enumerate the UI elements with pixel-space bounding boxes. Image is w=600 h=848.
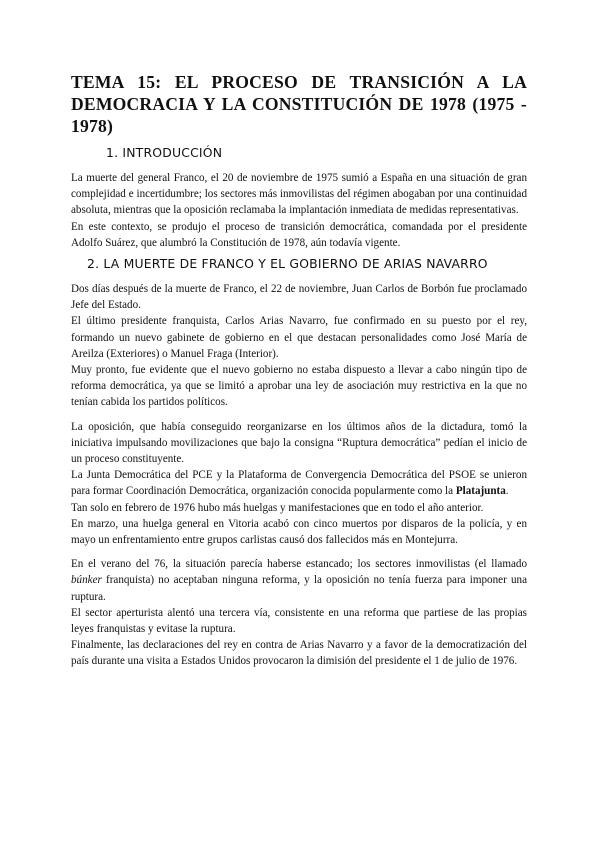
paragraph: Muy pronto, fue evidente que el nuevo gobierno no estaba dispuesto a llevar a cabo ningún tipo de reforma democrática, ya que se limitó a aprobar una ley de asociación muy restrictiva en la que no tenían cabida los partidos políticos. bbox=[71, 364, 527, 409]
paragraph: En este contexto, se produjo el proceso de transición democrática, comandada por el presidente Adolfo Suárez, que alumbró la Constitución de 1978, aún todavía vigente. bbox=[71, 220, 527, 249]
document-content bbox=[71, 71, 527, 670]
platajunta-term: Platajunta bbox=[455, 485, 506, 498]
paragraph-end: . bbox=[505, 485, 509, 498]
paragraph bbox=[71, 467, 527, 499]
paragraph: La oposición, que había conseguido reorganizarse en los últimos años de la dictadura, tomó la iniciativa impulsando movilizaciones que bajo la consigna “Ruptura democrática” pedían el inicio de un proceso constituyente. bbox=[71, 420, 527, 466]
paragraph bbox=[71, 556, 527, 605]
paragraph-text: En el verano del 76, la situación parecía haberse estancado; los sectores inmovilistas (el llamado bbox=[71, 558, 527, 571]
paragraph: En marzo, una huelga general en Vitoria acabó con cinco muertos por disparos de la policía, y en mayo un enfrentamiento entre grupos carlistas causó dos fallecidos más en Montejurra. bbox=[71, 517, 527, 547]
paragraph-text: La Junta Democrática del PCE y la Plataforma de Convergencia Democrática del PSOE se unieron para formar Coordinación Democrática, organización conocida popularmente como la bbox=[71, 469, 527, 498]
paragraph: Tan solo en febrero de 1976 hubo más huelgas y manifestaciones que en todo el año anterior. bbox=[71, 501, 484, 514]
section-heading-muerte-franco: 2. LA MUERTE DE FRANCO Y EL GOBIERNO DE ARIAS NAVARRO bbox=[87, 256, 488, 272]
paragraph: Finalmente, las declaraciones del rey en contra de Arias Navarro y a favor de la democratización del país durante una visita a Estados Unidos provocaron la dimisión del presidente el 1 de julio de 1976. bbox=[71, 639, 527, 668]
paragraph: Dos días después de la muerte de Franco, el 22 de noviembre, Juan Carlos de Borbón fue proclamado Jefe del Estado. bbox=[71, 283, 527, 312]
paragraph: El último presidente franquista, Carlos Arias Navarro, fue confirmado en su puesto por el rey, formando un nuevo gabinete de gobierno en el que destacan personalidades como José María de Areilza (Exteriores) o Manuel Fraga (Interior). bbox=[71, 315, 527, 360]
paragraph: La muerte del general Franco, el 20 de noviembre de 1975 sumió a España en una situación de gran complejidad e incertidumbre; los sectores más inmovilistas del régimen abogaban por una continuidad absoluta, mientras que la oposición reclamaba la implantación inmediata de medidas representativas. bbox=[71, 172, 527, 217]
section-heading-introduccion: 1. INTRODUCCIÓN bbox=[106, 145, 223, 160]
paragraph-end: franquista) no aceptaban ninguna reforma, y la oposición no tenía fuerza para imponer una ruptura. bbox=[71, 574, 527, 603]
document-title: TEMA 15: EL PROCESO DE TRANSICIÓN A LA DEMOCRACIA Y LA CONSTITUCIÓN DE 1978 (1975 - 1978) bbox=[71, 72, 527, 136]
paragraph: El sector aperturista alentó una tercera vía, consistente en una reforma que partiese de las propias leyes franquistas y evitase la ruptura. bbox=[71, 606, 527, 636]
bunker-term: búnker bbox=[71, 574, 102, 587]
